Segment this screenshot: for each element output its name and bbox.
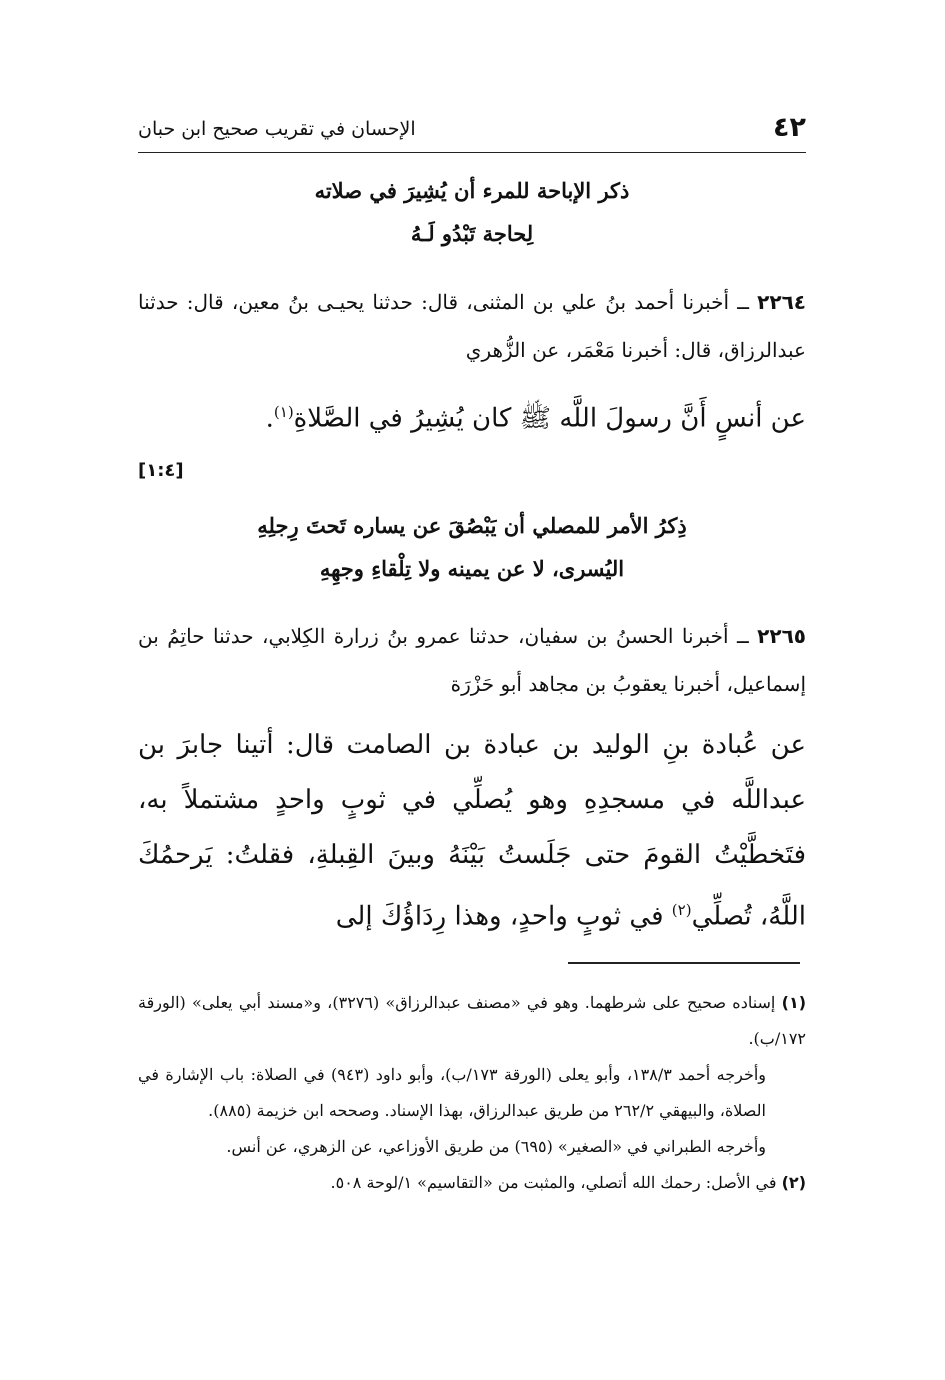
footnote-1-continuation: وأخرجه أحمد ١٣٨/٣، وأبو يعلى (الورقة ١٧٣/ب)، وأبو داود (٩٤٣) في الصلاة: باب الإشارة في الصلاة، والبيهقي ٢٦٢/٢ من طريق عبدالرزاق، بهذا الإسناد. وصححه ابن خزيمة (٨٨٥). <box>138 1065 767 1120</box>
footnote-separator <box>568 962 800 964</box>
page-number: ٤٢ <box>773 112 806 143</box>
running-title: الإحسان في تقريب صحيح ابن حبان <box>138 118 416 140</box>
section-heading-2-line-1: ذِكرُ الأمر للمصلي أن يَبْصُقَ عن يساره تَحتَ رِجلِهِ <box>257 513 687 538</box>
footnote-number: (٢) <box>781 1173 806 1192</box>
footnote-1-continuation: وأخرجه الطبراني في «الصغير» (٦٩٥) من طريق الأوزاعي، عن الزهري، عن أنس. <box>226 1137 766 1156</box>
footnote-text: في الأصل: رحمك الله أتصلي، والمثبت من «التقاسيم» ١/لوحة ٥٠٨. <box>330 1173 782 1192</box>
section-heading-2-line-2: اليُسرى، لا عن يمينه ولا تِلْقاءِ وجهِهِ <box>319 556 625 581</box>
footnote-1 <box>138 985 806 1057</box>
isnad-chain-2 <box>138 612 806 708</box>
matn-text: عن عُبادة بنِ الوليد بن عبادة بن الصامت قال: أتينا جابرَ بن عبداللَّه في مسجدِهِ وهو يُصلِّي في ثوبٍ واحدٍ مشتملاً به، فتَخطَّيْتُ القومَ حتى جَلَستُ بَيْنَهُ وبينَ القِبلةِ، فقلتُ: يَرحمُكَ اللَّهُ، تُصلِّي <box>138 730 806 932</box>
hadith-text-1 <box>138 385 806 447</box>
section-heading-1 <box>138 180 806 244</box>
section-heading-1-line-1: ذكر الإباحة للمرء أن يُشِيرَ في صلاته <box>314 178 630 203</box>
footnote-ref: (١) <box>273 403 294 421</box>
section-heading-1-line-2: لِحاجة تَبْدُو لَـهُ <box>410 221 534 246</box>
matn-text: عن أنسٍ أَنَّ رسولَ اللَّه ﷺ كان يُشِيرُ في الصَّلاةِ <box>293 403 806 434</box>
page-header <box>138 112 806 153</box>
hadith-reference: [١:٤] <box>138 460 184 481</box>
matn-end: . <box>265 403 274 434</box>
footnote-ref: (٢) <box>671 901 692 919</box>
isnad-text: ــ أخبرنا الحسنُ بن سفيان، حدثنا عمرو بنُ زرارة الكِلابي، حدثنا حاتِمُ بن إسماعيل، أخبرنا يعقوبُ بن مجاهد أبو حَزْرَة <box>138 624 806 696</box>
isnad-text: ــ أخبرنا أحمد بنُ علي بن المثنى، قال: حدثنا يحيـى بنُ معين، قال: حدثنا عبدالرزاق، قال: أخبرنا مَعْمَر، عن الزُّهري <box>138 290 806 362</box>
footnote-text: إسناده صحيح على شرطهما. وهو في «مصنف عبدالرزاق» (٣٢٧٦)، و«مسند أبي يعلى» (الورقة ١٧٢/ب). <box>138 993 806 1048</box>
section-heading-2 <box>138 515 806 579</box>
hadith-number: ٢٢٦٤ <box>757 290 806 314</box>
footnotes <box>138 985 806 1201</box>
isnad-chain-1 <box>138 278 806 374</box>
hadith-number: ٢٢٦٥ <box>757 624 806 648</box>
hadith-text-2 <box>138 718 806 945</box>
footnote-2 <box>138 1165 806 1201</box>
matn-text-continued: في ثوبٍ واحدٍ، وهذا رِدَاؤُكَ إلى <box>335 901 672 932</box>
footnote-number: (١) <box>781 993 807 1012</box>
